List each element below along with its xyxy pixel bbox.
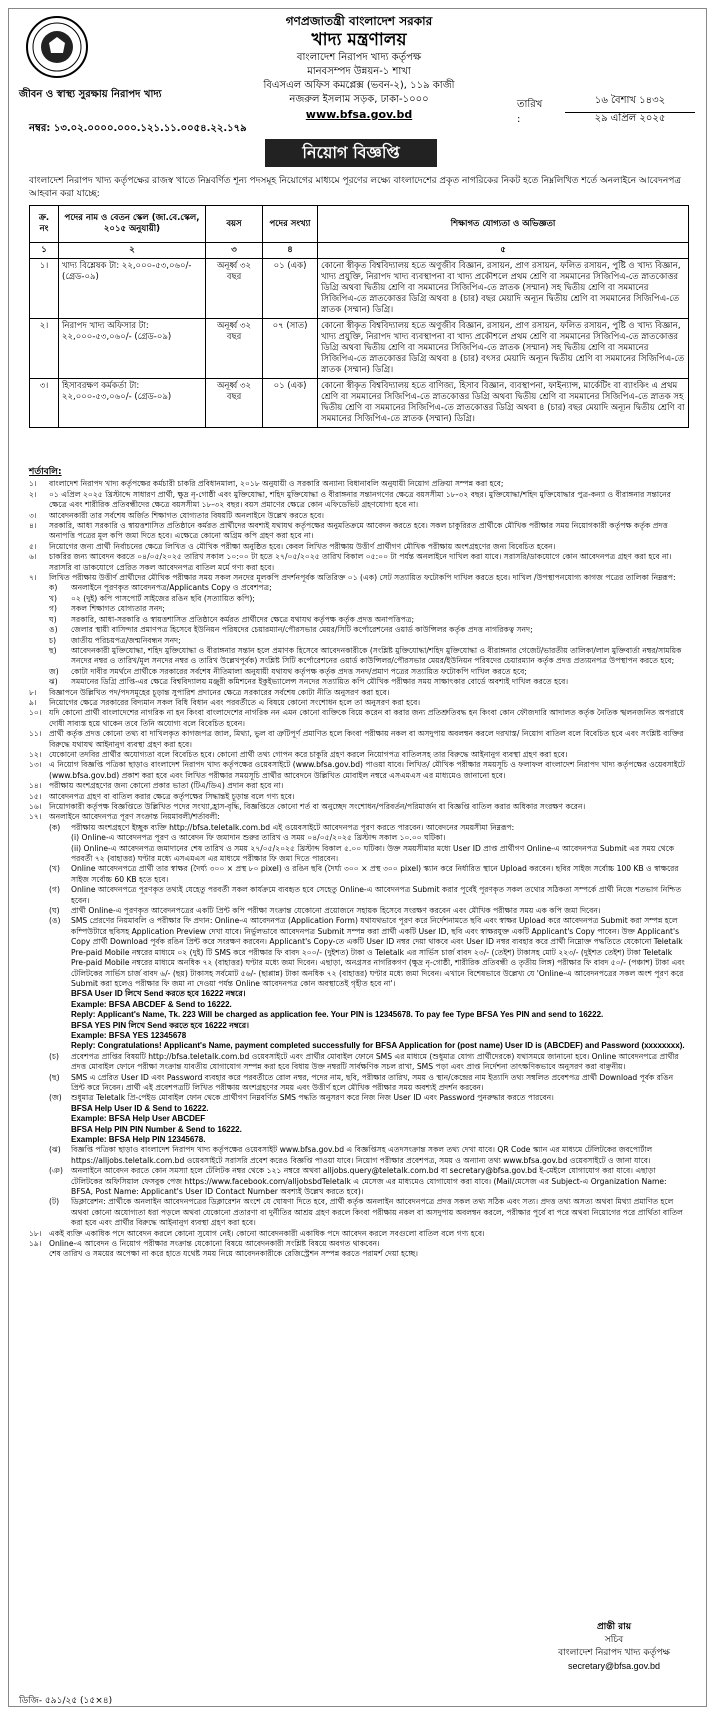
- sms-instruction-line: Reply: Applicant's Name, Tk. 223 Will be charged as application fee. Your PIN is 12345678. To pay fee Type BFSA Yes PIN and send to 16222.: [71, 1010, 604, 1020]
- term-item-number: ১২।: [29, 749, 42, 759]
- term-item: [29, 1249, 689, 1259]
- term-item: [29, 729, 689, 750]
- column-header: ক্র. নং: [30, 206, 59, 243]
- document-list-item: [29, 677, 689, 687]
- government-name: গণপ্রজাতন্ত্রী বাংলাদেশ সরকার: [285, 14, 433, 28]
- reference-number: নম্বর: ১৩.০২.০০০০.০০০.১২১.১১.০০৫৪.২২.১৭৯: [29, 123, 247, 134]
- online-rule-item-text: প্রবেশপত্র প্রাপ্তির বিষয়টি http://bfsa.teletalk.com.bd ওয়েবসাইটে এবং প্রার্থীর মোবাইল ফোনে SMS এর মাধ্যমে (শুধুমাত্র যোগ্য প্রার্থীদেরকে) যথাসময়ে জানানো হবে। Online আবেদনপত্রে প্রার্থীর প্রদত্ত মোবাইল ফোনে পরীক্ষা সংক্রান্ত যাবতীয় যোগাযোগ সম্পন্ন করা হবে বিধায় উক্ত নম্বরটি সার্বক্ষণিক সচল রাখা, SMS পড়া এবং প্রাপ্ত নির্দেশনা তাৎক্ষণিকভাবে অনুসরণ করা বাঞ্ছনীয়।: [71, 1051, 679, 1072]
- term-item: [29, 479, 689, 489]
- term-item-number: ১১।: [29, 729, 42, 739]
- serial-cell: ২।: [30, 319, 59, 379]
- online-rule-item-number: (জ): [49, 1093, 62, 1103]
- online-rule-item-number: (ঘ): [49, 906, 60, 916]
- online-rule-item-number: (ঝ): [49, 1145, 61, 1155]
- ministry-name: খাদ্য মন্ত্রণালয়: [311, 30, 407, 50]
- term-item-text: বাংলাদেশ নিরাপদ খাদ্য কর্তৃপক্ষের কর্মচারী চাকরি প্রবিধানমালা, ২০১৮ অনুযায়ী ও সরকারি অন্যান্য বিধানাবলি অনুযায়ী নিয়োগ প্রক্রিয়া সম্পন্ন করা হবে;: [49, 479, 504, 489]
- online-rule-item-text: SMS প্রেরণের নিয়মাবলি ও পরীক্ষার ফি প্রদান: Online-এ আবেদনপত্র (Application Form) যথাযথভাবে পূরণ করে নির্দেশনামতে ছবি এবং স্বাক্ষর Upload করে আবেদনপত্র Submit করা সম্পন্ন হলে কম্পিউটারে ছবিসহ Application Preview দেখা যাবে। নির্ভুলভাবে আবেদনপত্র Submit সম্পন্ন করা প্রার্থী একটি User ID, ছবি এবং স্বাক্ষরযুক্ত একটি Applicant's Copy পাবেন। উক্ত Applicant's Copy প্রার্থী Download পূর্বক রঙিন প্রিন্ট করে সংরক্ষণ করবেন। Applicant's Copy-তে একটি User ID নম্বর দেয়া থাকবে এবং User ID নম্বর ব্যবহার করে প্রার্থী নিম্নোক্ত পদ্ধতিতে যেকোনো Teletalk Pre-paid Mobile নম্বরের মাধ্যমে ০২ (দুই) টি SMS করে পরীক্ষার ফি বাবদ ২০০/- (দুইশত) টাকা ও Teletalk এর সার্ভিস চার্জ বাবদ ২৩/- (তেইশ) টাকাসহ মোট ২২৩/- (দুইশত তেইশ) টাকা Teletalk Pre-paid Mobile নম্বরের মাধ্যমে অনধিক ৭২ (বাহাত্তর) ঘণ্টার মধ্যে জমা দিবেন। এছাড়া, অনগ্রসর নাগরিকগণ (ক্ষুদ্র নৃ-গোষ্ঠী, শারীরিক প্রতিবন্ধী ও তৃতীয় লিঙ্গ) পরীক্ষার ফি বাবদ ৫০/- (পঞ্চাশ) টাকা এবং টেলিটকের সার্ভিস চার্জ বাবদ ৬/- (ছয়) টাকাসহ সর্বমোট ৫৬/- (ছাপ্পান্ন) টাকা অনধিক ৭২ (বাহাত্তর) ঘণ্টার মধ্যে জমা দিবেন। এখানে বিশেষভাবে উল্লেখ্য যে 'Online-এ আবেদনপত্রের সকল অংশ পূরণ করে Submit করা হলেও পরীক্ষার ফি জমা না দেওয়া পর্যন্ত Online আবেদনপত্র কোন অবস্থাতেই গৃহীত হবে না'।: [71, 916, 685, 988]
- term-item-text: যেকোনো তদবির প্রার্থীর অযোগ্যতা বলে বিবেচিত হবে। কোনো প্রার্থী তথ্য গোপন করে চাকুরি গ্রহণ করলে নিয়োগপত্র বাতিলসহ তার বিরুদ্ধে আইনানুগ ব্যবস্থা গ্রহণ করা হবে।: [49, 749, 568, 759]
- term-item-text: বিজ্ঞাপনে উল্লিখিত পদ/পদসমূহের চূড়ান্ত সুপারিশ প্রদানের ক্ষেত্রে সরকারের সর্বশেষ কোটা নীতি অনুসরণ করা হবে।: [49, 687, 390, 697]
- document-list-item-text: জাতীয় পরিচয়পত্র/জন্মনিবন্ধন সনদ;: [71, 635, 181, 645]
- column-number-row: [30, 243, 689, 259]
- term-item-text: নিয়োগকারী কর্তৃপক্ষ বিজ্ঞপ্তিতে উল্লিখিত পদের সংখ্যা,হ্রাস-বৃদ্ধি, বিজ্ঞপ্তিতে কোনো শর্ত বা অনুচ্ছেদ সংশোধন/পরিবর্তন/পরিমার্জন বা বিজ্ঞপ্তি বাতিল করার অধিকার সংরক্ষণ করেন।: [49, 802, 586, 811]
- term-item: [29, 792, 689, 802]
- term-item-text: নিয়োগের ক্ষেত্রে সরকারের বিদ্যমান সকল বিধি বিধান এবং পরবর্তীতে এ বিষয়ে কোনো সংশোধন হলে তা অনুসরণ করা হবে।: [49, 697, 421, 707]
- term-item-number: ৭।: [29, 573, 37, 583]
- column-header: পদের সংখ্যা: [263, 206, 318, 243]
- online-rule-item-number: (চ): [49, 1051, 60, 1061]
- signatory-organization: বাংলাদেশ নিরাপদ খাদ্য কর্তৃপক্ষ: [558, 1648, 670, 1658]
- qualification-cell: কোনো স্বীকৃত বিশ্ববিদ্যালয় হতে অণুজীব বিজ্ঞান, রসায়ন, প্রাণ রসায়ন, ফলিত রসায়ন, পুষ্টি ও খাদ্য বিজ্ঞান, খাদ্য প্রযুক্তি, নিরাপদ খাদ্য ব্যবস্থাপনা বা খাদ্য প্রকৌশলে প্রথম শ্রেণি বা সমমানের সিজিপিএ-তে স্নাতকোত্তর ডিগ্রি অথবা দ্বিতীয় শ্রেণি বা সমমানের সিজিপিএ-তে স্নাতক (সম্মান) সহ দ্বিতীয় শ্রেণি বা সমমানের সিজিপিএ-তে স্নাতকোত্তর ডিগ্রি অথবা ৪ (চার) বছর মেয়াদি অন্যূন দ্বিতীয় শ্রেণি বা সমমানের সিজিপিএ-তে স্নাতক (সম্মান) ডিগ্রি।: [318, 259, 689, 319]
- term-item-text: সরকারি, আধা সরকারি ও স্বায়ত্তশাসিত প্রতিষ্ঠানে কর্মরত প্রার্থীদের অবশ্যই যথাযথ কর্তৃপক্ষের অনুমতিক্রমে আবেদন করতে হবে। সকল চাকুরিরত প্রার্থীকে মৌখিক পরীক্ষার সময় নিয়োগকারী কর্তৃপক্ষ কর্তৃক প্রদত্ত অনাপত্তি পত্রের মূল কপি জমা দিতে হবে। এক্ষেত্রে কোনো অগ্রিম কপি গ্রহণ করা হবে না।: [49, 521, 668, 541]
- term-item-text: অনলাইনে আবেদনপত্র পূরণ সংক্রান্ত নিয়মাবলী/শর্তাবলী:: [49, 812, 220, 822]
- sms-instruction-line: Example: BFSA ABCDEF & Send to 16222.: [71, 999, 232, 1009]
- term-item: [29, 698, 689, 708]
- document-list-item-text: সরকারি, আধা-সরকারি ও স্বায়ত্তশাসিত প্রতিষ্ঠানে কর্মরত প্রার্থীদের ক্ষেত্রে যথাযথ কর্তৃপক্ষ কর্তৃক প্রদত্ত অনাপত্তিপত্র;: [71, 614, 415, 624]
- document-list-item-number: ঙ): [49, 625, 58, 635]
- sms-instruction-line: Example: BFSA YES 12345678: [71, 1030, 187, 1040]
- notice-title: নিয়োগ বিজ্ঞপ্তি: [265, 139, 437, 167]
- terms-section: [29, 467, 689, 1260]
- term-item-number: ১৩।: [29, 760, 42, 770]
- term-item-number: ১৮।: [29, 1228, 42, 1238]
- online-rule-item-text: SMS এ প্রেরিত User ID এবং Password ব্যবহার করে পরবর্তীতে রোল নম্বর, পদের নাম, ছবি, পরীক্ষার তারিখ, সময় ও স্থান/কেন্দ্রের নাম ইত্যাদি তথ্য সম্বলিত প্রবেশপত্র প্রার্থী Download পূর্বক রঙিন প্রিন্ট করে নিবেন। প্রার্থী এই প্রবেশপত্রটি লিখিত পরীক্ষায় অংশগ্রহণের সময় এবং উত্তীর্ণ হলে মৌখিক পরীক্ষার সময় অবশ্যই প্রদর্শন করবেন।: [71, 1072, 674, 1092]
- sms-help-line: Example: BFSA Help PIN 12345678.: [71, 1135, 206, 1144]
- online-rule-item-text: ডিক্লারেশন: প্রার্থীকে অনলাইন আবেদনপত্রের ডিক্লারেশন অংশে যে ঘোষণা দিতে হবে, প্রার্থী কর্তৃক অনলাইন আবেদনপত্রে প্রদত্ত সকল তথ্য সঠিক এবং সত্য। প্রদত্ত তথ্য অসত্য অথবা মিথ্যা প্রমাণিত হলে অথবা কোনো অযোগ্যতা ধরা পড়লে অথবা যেকোনো প্রতারণা বা দুর্নীতির আশ্রয় গ্রহণ করলে কিংবা পরীক্ষায় নকল বা অসদুপায় অবলম্বন করলে, পরীক্ষার পূর্বে বা পরে অথবা নিয়োগের পরে প্রার্থিতা বাতিল করা হবে এবং প্রার্থীর বিরুদ্ধে আইনানুগ ব্যবস্থা গ্রহণ করা হবে।: [71, 1197, 683, 1228]
- online-rule-item: [29, 1093, 689, 1103]
- term-item-number: ১৪।: [29, 781, 42, 791]
- term-item-text: ০১ এপ্রিল ২০২৫ খ্রিস্টাব্দে সাধারণ প্রার্থী, ক্ষুদ্র নৃ-গোষ্ঠী এবং মুক্তিযোদ্ধা, শহিদ মুক্তিযোদ্ধা ও বীরাঙ্গনার সন্তানগণের ক্ষেত্রে বয়সসীমা ১৮-৩২ বছর। মুক্তিযোদ্ধা/শহিদ মুক্তিযোদ্ধার পুত্র-কন্যা ও বীরাঙ্গনার সন্তানের ক্ষেত্রে এবং শারীরিক প্রতিবন্ধীদের ক্ষেত্রে বয়সসীমা ১৮-৩২ বছর। বয়স প্রমাণের ক্ষেত্রে কোন এফিডেভিট গ্রহণযোগ্য হবে না।: [49, 489, 671, 510]
- online-rule-item-text: বিজ্ঞপ্তি পত্রিকা ছাড়াও বাংলাদেশ নিরাপদ খাদ্য কর্তৃপক্ষের ওয়েবসাইট www.bfsa.gov.bd এ বিজ্ঞপ্তিসহ এতদসংক্রান্ত সকল তথ্য দেখা যাবে। QR Code স্ক্যান এর মাধ্যমে টেলিটকের জবপোর্টাল https://alljobs.teletalk.com.bd ওয়েবসাইটে সরাসরি প্রবেশ করেও বিজ্ঞপ্তি পাওয়া যাবে। নিয়োগ পরীক্ষার প্রবেশপত্র, সময় ও অন্যান্য তথ্য www.bfsa.gov.bd ওয়েবসাইটে ও জানা যাবে।: [71, 1145, 653, 1165]
- post-cell: খাদ্য বিশ্লেষক টা: ২২,০০০-৫৩,০৬০/- (গ্রেড-০৯): [59, 259, 206, 319]
- document-list-item: [29, 646, 689, 667]
- document-list-item-text: সকল শিক্ষাগত যোগ্যতার সনদ;: [71, 604, 165, 614]
- online-rule-item: [29, 1052, 689, 1073]
- document-list-item-text: অনলাইনে পূরণকৃত আবেদনপত্র/Applicants Copy ও প্রবেশপত্র;: [71, 583, 272, 593]
- signatory-name: প্রান্তী রায়: [596, 1622, 632, 1632]
- online-rule-item: [29, 864, 689, 885]
- online-rule-item-text: (ii) Online-এ আবেদনপত্র জমাদানের শেষ তারিখ ও সময় ২৭/০৫/২০২৫ খ্রিস্টাব্দ বিকাল ৫.০০ ঘটিকা। উক্ত সময়সীমার মধ্যে User ID প্রাপ্ত প্রার্থীগণ Online-এ আবেদনপত্র Submit এর সময় থেকে পরবর্তী ৭২ (বাহাত্তর) ঘণ্টার মধ্যে এসএমএস এর মাধ্যমে পরীক্ষার ফি জমা দিতে পারবেন।: [71, 843, 675, 864]
- term-item-text: চাকরির জন্য আবেদন করতে ০৪/০৫/২০২৫ তারিখ সকাল ১০:০০ টা হতে ২৭/০৫/২০২৫ তারিখ বিকাল ০৫:০০ টা পর্যন্ত অনলাইনে দাখিল করা যাবে। সরাসরি/ডাকযোগে কোন আবেদনপত্র গ্রহণ করা হবে না। সরাসরি বা ডাকযোগে প্রেরিত সকল আবেদনপত্র বাতিল মর্মে গণ্য করা হবে।: [49, 552, 672, 572]
- age-cell: অনূর্ধ্ব ৩২ বছর: [206, 259, 263, 319]
- online-rule-item-number: [49, 844, 71, 865]
- term-item: [29, 812, 689, 822]
- term-item-number: ৪।: [29, 521, 37, 531]
- serial-cell: ১।: [30, 259, 59, 319]
- online-rule-item-text: Online আবেদনপত্রে পূরণকৃত তথ্যই যেহেতু পরবর্তী সকল কার্যক্রমে ব্যবহৃত হবে সেহেতু Online-এ আবেদনপত্র Submit করার পূর্বেই পূরণকৃত সকল তথ্যের সঠিকতা সম্পর্কে প্রার্থী নিজে শতভাগ নিশ্চিত হবেন।: [71, 885, 682, 905]
- term-item-number: ২।: [29, 489, 37, 499]
- column-number: ২: [59, 243, 206, 259]
- term-item-text: Online-এ আবেদন ও নিয়োগ পরীক্ষার সংক্রান্ত যেকোনো বিষয়ে আবেদনকারী সংশ্লিষ্ট বিষয়ে অবগত থাকবেন।: [49, 1239, 380, 1249]
- term-item: [29, 802, 689, 812]
- online-rule-item: [29, 844, 689, 865]
- term-item: [29, 688, 689, 698]
- online-rule-item-text: (i) Online-এ আবেদনপত্র পূরণ ও আবেদন ফি জমাদান শুরুর তারিখ ও সময় ০৪/০৫/২০২৫ খ্রিস্টাব্দ সকাল ১০.০০ ঘটিকা।: [71, 833, 446, 843]
- online-rule-item: [29, 1073, 689, 1094]
- term-item-number: ৬।: [29, 552, 37, 562]
- term-item-number: [29, 1249, 49, 1259]
- branch-name: মানবসম্পদ উন্নয়ন-১ শাখা: [307, 66, 411, 77]
- term-item-text: যদি কোনো প্রার্থী বাংলাদেশের নাগরিক না হন কিংবা বাংলাদেশের নাগরিক নন এমন কোনো ব্যক্তিকে বিয়ে করেন বা করার জন্য প্রতিশ্রুতিবদ্ধ হন কিংবা কোন ফৌজদারি আদালত কর্তৃক নৈতিক স্খলনজনিত অপরাধে দোষী সাব্যস্ত হয়ে থাকেন তবে তিনি অযোগ্য বলে বিবেচিত হবেন।: [49, 708, 684, 728]
- column-number: ৫: [318, 243, 689, 259]
- document-list-item: [29, 636, 689, 646]
- letterhead: [9, 9, 706, 137]
- count-cell: ০৭ (সাত): [263, 319, 318, 379]
- column-number: ৩: [206, 243, 263, 259]
- online-rule-item-text: পরীক্ষায় অংশগ্রহণে ইচ্ছুক ব্যক্তি http://bfsa.teletalk.com.bd এই ওয়েবসাইটে আবেদনপত্র পূরণ করতে পারবেন। আবেদনের সময়সীমা নিম্নরূপ:: [71, 822, 515, 832]
- header-center: [169, 13, 549, 122]
- table-row: [30, 319, 689, 379]
- term-item-number: ৫।: [29, 541, 37, 551]
- column-number: ৪: [263, 243, 318, 259]
- signatory-email[interactable]: secretary@bfsa.gov.bd: [567, 1661, 660, 1671]
- document-list-item-number: ঝ): [49, 677, 58, 687]
- term-item-number: ১৫।: [29, 791, 42, 801]
- document-list-item-number: জ): [49, 666, 59, 676]
- term-item-text: শেষ তারিখ ও সময়ের অপেক্ষা না করে হাতে যথেষ্ট সময় নিয়ে আবেদনকারীকে রেজিস্ট্রেশন সম্পন্ন করতে পরামর্শ দেয়া হচ্ছে।: [49, 1249, 419, 1259]
- tagline: জীবন ও স্বাস্থ্য সুরক্ষায় নিরাপদ খাদ্য: [19, 89, 162, 100]
- online-rule-item-number: [49, 833, 71, 843]
- term-item: [29, 781, 689, 791]
- document-list-item-text: সমমানের ডিগ্রি প্রাপ্তি-এর ক্ষেত্রে বিশ্ববিদ্যালয় মঞ্জুরী কমিশনের ইকুইভ্যালেন্স সনদের সত্যায়িত কপি মৌখিক পরীক্ষার সময় সাক্ষাৎকার বোর্ডে অবশ্যই দাখিল করতে হবে।: [71, 677, 569, 687]
- term-item-number: ৯।: [29, 697, 37, 707]
- age-cell: অনূর্ধ্ব ৩২ বছর: [206, 379, 263, 428]
- column-header: শিক্ষাগত যোগ্যতা ও অভিজ্ঞতা: [318, 206, 689, 243]
- term-item: [29, 552, 689, 573]
- document-list-item: [29, 625, 689, 635]
- term-item: [29, 511, 689, 521]
- signature-block: [529, 1621, 699, 1673]
- website-link[interactable]: www.bfsa.gov.bd: [305, 108, 413, 121]
- sms-help-line: BFSA Help User ID & Send to 16222.: [71, 1103, 209, 1113]
- serial-cell: ৩।: [30, 379, 59, 428]
- online-rule-item-number: (ঞ): [49, 1166, 63, 1176]
- online-rule-item-number: (গ): [49, 885, 60, 895]
- table-row: [30, 259, 689, 319]
- notice-page: [8, 8, 707, 1707]
- count-cell: ০১ (এক): [263, 379, 318, 428]
- document-list-item-text: ০২ (দুই) কপি পাসপোর্ট সাইজের রঙিন ছবি (সত্যায়িত কপি);: [71, 593, 255, 603]
- document-list-item: [29, 667, 689, 677]
- term-item: [29, 542, 689, 552]
- online-rule-item: [29, 1166, 689, 1197]
- qualification-cell: কোনো স্বীকৃত বিশ্ববিদ্যালয় হতে বাণিজ্য, হিসাব বিজ্ঞান, ব্যবস্থাপনা, ফাইন্যান্স, মার্কেটিং বা ব্যাংকিং এ প্রথম শ্রেণি বা সমমানের সিজিপিএ-তে স্নাতকোত্তর ডিগ্রি অথবা দ্বিতীয় শ্রেণি বা সমমানের সিজিপিএ-তে স্নাতক সহ দ্বিতীয় শ্রেণি বা সমমানের সিজিপিএ-তে স্নাতকোত্তর ডিগ্রি অথবা ৪ (চার) বছর মেয়াদি অন্যূন দ্বিতীয় শ্রেণি বা সমমানের সিজিপিএ-তে স্নাতক (সম্মান) ডিগ্রি।: [318, 379, 689, 428]
- term-item-text: নিয়োগের জন্য প্রার্থী নির্বাচনের ক্ষেত্রে লিখিত ও মৌখিক পরীক্ষা অনুষ্ঠিত হবে। কেবল লিখিত পরীক্ষায় উত্তীর্ণ প্রার্থীগণ মৌখিক পরীক্ষায় অংশগ্রহণের জন্য বিবেচিত হবেন।: [49, 541, 556, 551]
- document-list-item-number: গ): [49, 604, 57, 614]
- document-list-item-number: ক): [49, 583, 58, 593]
- term-item-number: ৮।: [29, 687, 37, 697]
- document-list-item-number: ঘ): [49, 614, 57, 624]
- term-item-text: আবেদনকারী তার সর্বশেষ অর্জিত শিক্ষাগত যোগ্যতার বিষয়টি অনলাইনে উল্লেখ করতে হবে।: [49, 510, 325, 520]
- term-item: [29, 490, 689, 511]
- sms-instruction-line: Reply: Congratulations! Applicant's Name, payment completed successfully for BFSA Application for (post name) User ID is (ABCDEF) and Password (xxxxxxxx).: [71, 1041, 685, 1051]
- sms-instruction-line: BFSA User ID লিখে Send করতে হবে 16222 নম্বরে।: [71, 989, 246, 999]
- online-rule-item-number: (ছ): [49, 1072, 60, 1082]
- online-rule-item-text: শুধুমাত্র Teletalk প্রি-পেইড মোবাইল ফোন থেকে প্রার্থীগণ নিম্নবর্ণিত SMS পদ্ধতি অনুসরণ করে নিজ নিজ User ID এবং Password পুনরুদ্ধার করতে পারবেন।: [71, 1093, 554, 1103]
- term-item-number: ১৯।: [29, 1239, 42, 1249]
- term-item: [29, 708, 689, 729]
- online-rule-item: [29, 833, 689, 843]
- term-item: [29, 750, 689, 760]
- document-list-item-number: ছ): [49, 645, 57, 655]
- online-rule-item: [29, 1145, 689, 1166]
- term-item-text: এ নিয়োগ বিজ্ঞপ্তি পত্রিকা ছাড়াও বাংলাদেশ নিরাপদ খাদ্য কর্তৃপক্ষের ওয়েবসাইটে (www.bfsa.gov.bd) পাওয়া যাবে। লিখিত/ মৌখিক পরীক্ষার সময়সূচি ও ফলাফল বাংলাদেশ নিরাপদ খাদ্য কর্তৃপক্ষের ওয়েবসাইটে (www.bfsa.gov.bd) প্রকাশ করা হবে এবং লিখিত পরীক্ষার সময়সূচি প্রার্থীর আবেদনে উল্লিখিত মোবাইল নম্বরে এসএমএস এর মাধ্যমেও জানানো হবে।: [49, 760, 685, 780]
- sms-instruction-line: BFSA YES PIN লিখে Send করতে হবে 16222 নম্বরে।: [71, 1020, 250, 1030]
- term-item-number: ১৭।: [29, 812, 42, 822]
- column-number: ১: [30, 243, 59, 259]
- date-bangla-calendar: ১৬ বৈশাখ ১৪৩২: [565, 93, 695, 113]
- term-item-text: আবেদনপত্র গ্রহণ বা বাতিল করার ক্ষেত্রে কর্তৃপক্ষের সিদ্ধান্তই চূড়ান্ত বলে গণ্য হবে।: [49, 791, 295, 801]
- term-item: [29, 521, 689, 542]
- terms-heading: শর্তাবলি:: [29, 467, 62, 477]
- term-item-text: একই ব্যক্তি একাধিক পদে আবেদন করলে কোনো সুযোগ নেই। কোনো আবেদনকারী একাধিক পদে আবেদন করলে সবগুলো বাতিল বলে গণ্য হবে।: [49, 1228, 485, 1238]
- online-rule-item-number: (ক): [49, 822, 61, 832]
- online-rule-item-text: প্রার্থী Online-এ পূরণকৃত আবেদনপত্রের একটি প্রিন্ট কপি পরীক্ষা সংক্রান্ত যেকোনো প্রয়োজনে সহায়ক হিসেবে সংরক্ষণ করবেন এবং মৌখিক পরীক্ষার সময় এক কপি জমা দিবেন।: [71, 906, 601, 916]
- term-item: [29, 1239, 689, 1249]
- document-list-item-text: জেলার স্থায়ী বাসিন্দার প্রমাণপত্র হিসেবে ইউনিয়ন পরিষদের চেয়ারম্যান/পৌরসভার মেয়র/সিটি কর্পোরেশনের ওয়ার্ড কাউন্সিলর কর্তৃক প্রদত্ত নাগরিকত্ব সনদ;: [71, 625, 533, 635]
- term-item-text: লিখিত পরীক্ষায় উত্তীর্ণ প্রার্থীদের মৌখিক পরীক্ষার সময় সকল সনদের মূলকপি প্রদর্শনপূর্বক অতিরিক্ত ০১ (এক) সেট সত্যায়িত ফটোকপি দাখিল করতে হবে। দাখিল /উপস্থাপনযোগ্য কাগজ পত্রের তালিকা নিম্নরূপ:: [49, 573, 676, 583]
- count-cell: ০১ (এক): [263, 259, 318, 319]
- column-header: পদের নাম ও বেতন স্কেল (জা.বে.স্কেল, ২০১৫ অনুযায়ী): [59, 206, 206, 243]
- authority-name: বাংলাদেশ নিরাপদ খাদ্য কর্তৃপক্ষ: [296, 52, 422, 63]
- sms-help-line: Example: BFSA Help User ABCDEF: [71, 1114, 206, 1124]
- term-item-number: ১৬।: [29, 802, 42, 811]
- sms-help-line: BFSA Help PIN PIN Number & Send to 16222.: [71, 1124, 242, 1134]
- online-rule-item: [29, 823, 689, 833]
- term-item-number: ১।: [29, 479, 37, 489]
- post-cell: হিসাবরক্ষণ কর্মকর্তা টা: ২২,০০০-৫৩,০৬০/- (গ্রেড-০৯): [59, 379, 206, 428]
- intro-paragraph: বাংলাদেশ নিরাপদ খাদ্য কর্তৃপক্ষের রাজস্ব খাতে নিম্নবর্ণিত শূন্য পদসমূহ নিয়োগের মাধ্যমে পূরণের লক্ষ্যে বাংলাদেশের প্রকৃত নাগরিকের নিকট হতে নিম্নলিখিত শর্তে অনলাইনে আবেদনপত্র আহবান করা যাচ্ছে:: [29, 176, 681, 199]
- age-cell: অনূর্ধ্ব ৩২ বছর: [206, 319, 263, 379]
- online-rule-item-number: (ঙ): [49, 916, 61, 926]
- table-header-row: [30, 206, 689, 243]
- online-rule-item-number: (খ): [49, 864, 60, 874]
- document-list-item-number: খ): [49, 593, 57, 603]
- term-item: [29, 1229, 689, 1239]
- address-line-2: নজরুল ইসলাম সড়ক, ঢাকা-১০০০: [289, 94, 429, 105]
- dg-reference: ডিজি- ৫৯১/২৫ (১৫×৪): [19, 1696, 113, 1706]
- term-item: [29, 760, 689, 781]
- online-rule-item-text: অনলাইনে আবেদন করতে কোন সমস্যা হলে টেলিটক নম্বর থেকে ১২১ নম্বরে অথবা alljobs.query@teletalk.com.bd বা secretary@bfsa.gov.bd ই-মেইলে যোগাযোগ করা যাবে। এছাড়া টেলিটকের অফিসিয়াল ফেসবুক পেজ https://www.facebook.com/alljobsbdTeletalk এ মেসেজ এর মাধ্যমেও যোগাযোগ করা যাবে। (Mail/মেসেজ এর Subject-এ Organization Name: BFSA, Post Name: Applicant's User ID Contact Number অবশ্যই উল্লেখ করতে হবে)।: [71, 1166, 667, 1197]
- qualification-cell: কোনো স্বীকৃত বিশ্ববিদ্যালয় হতে অণুজীব বিজ্ঞান, রসায়ন, প্রাণ রসায়ন, ফলিত রসায়ন, পুষ্টি ও খাদ্য বিজ্ঞান, খাদ্য প্রযুক্তি, নিরাপদ খাদ্য ব্যবস্থাপনা বা খাদ্য প্রকৌশলে প্রথম শ্রেণি বা সমমানের সিজিপিএ-তে স্নাতকোত্তর ডিগ্রি অথবা দ্বিতীয় শ্রেণি বা সমমানের সিজিপিএ-তে স্নাতক (সম্মান) সহ দ্বিতীয় শ্রেণি বা সমমানের সিজিপিএ-তে স্নাতকোত্তর ডিগ্রি অথবা ৪ (চার) বৎসর মেয়াদি অন্যূন দ্বিতীয় শ্রেণি বা সমমানের সিজিপিএ-তে স্নাতক (সম্মান) ডিগ্রি।: [318, 319, 689, 379]
- online-rule-item: [29, 916, 689, 989]
- online-rule-item-number: (ট): [49, 1197, 60, 1207]
- address-line-1: বিএসএল অফিস কমপ্লেক্স (ভবন-২), ১১৯ কাজী: [263, 80, 455, 91]
- document-list-item: [29, 604, 689, 614]
- term-item: [29, 573, 689, 583]
- table-row: [30, 379, 689, 428]
- online-rule-item-text: Online আবেদনপত্রে প্রার্থী তার স্বাক্ষর (দৈর্ঘ্য ৩০০ × প্রস্থ ৮০ pixel) ও রঙিন ছবি (দৈর্ঘ্য ৩০০ × প্রস্থ ৩০০ pixel) স্ক্যান করে নির্ধারিত স্থানে Upload করবেন। ছবির সাইজ সর্বোচ্চ 100 KB ও স্বাক্ষরের সাইজ সর্বোচ্চ 60 KB হতে হবে।: [71, 864, 679, 884]
- date-label: তারিখ :: [517, 99, 543, 125]
- online-rule-item: [29, 1197, 689, 1228]
- document-list-item: [29, 594, 689, 604]
- document-list-item: [29, 583, 689, 593]
- document-list-item-number: চ): [49, 635, 57, 645]
- document-list-item: [29, 615, 689, 625]
- term-item-text: পরীক্ষায় অংশগ্রহণের জন্য কোনো প্রকার ভাতা (টিএ/ডিএ) প্রদান করা হবে না।: [49, 781, 284, 791]
- online-rule-item: [29, 906, 689, 916]
- post-cell: নিরাপদ খাদ্য অফিসার টা: ২২,০০০-৫৩,০৬০/- (গ্রেড-০৯): [59, 319, 206, 379]
- column-header: বয়স: [206, 206, 263, 243]
- signatory-designation: সচিব: [604, 1635, 624, 1645]
- date-gregorian: ২৯ এপ্রিল ২০২৫: [594, 113, 666, 124]
- posts-table: [29, 205, 689, 428]
- government-seal-icon: [25, 15, 89, 79]
- document-list-item-text: কোটা দাবীর সমর্থনে প্রার্থীকে সরকারের সর্বশেষ নীতিমালা অনুযায়ী যথাযথ কর্তৃপক্ষ কর্তৃক প্রদত্ত সনদ/প্রমাণ পত্রের সত্যায়িত ফটোকপি দাখিল করতে হবে;: [71, 666, 527, 676]
- online-rule-item: [29, 885, 689, 906]
- term-item-number: ৩।: [29, 510, 37, 520]
- term-item-number: ১০।: [29, 708, 42, 718]
- term-item-text: প্রার্থী কর্তৃক প্রদত্ত কোনো তথ্য বা দাখিলকৃত কাগজপত্র জাল, মিথ্যা, ভুল বা ত্রুটিপূর্ণ প্রমাণিত হলে কিংবা পরীক্ষায় নকল বা অসদুপায় অবলম্বন করলে দরখাস্ত/ নিয়োগ বাতিল বলে বিবেচিত হবে এবং সংশ্লিষ্ট ব্যক্তির বিরুদ্ধে যথাযথ আইনানুগ ব্যবস্থা গ্রহণ করা হবে।: [49, 729, 684, 749]
- document-list-item-text: আবেদনকারী মুক্তিযোদ্ধা, শহিদ মুক্তিযোদ্ধা ও বীরাঙ্গনার সন্তান হলে প্রমাণক হিসেবে আবেদনকারীকে (সংশ্লিষ্ট মুক্তিযোদ্ধা/শহিদ মুক্তিযোদ্ধা ও বীরাঙ্গনার গেজেট/ভারতীয় তালিকা/লাল মুক্তিবার্তা নম্বর/সাময়িক সনদের নম্বর ও তারিখ/মূল সনদের নম্বর ও তারিখ উল্লেখপূর্বক) সংশ্লিষ্ট সিটি কর্পোরেশনের ওয়ার্ড কাউন্সিলর/পৌরসভার মেয়র/ইউনিয়ন পরিষদের চেয়ারম্যান কর্তৃক প্রদত্ত প্রত্যয়নপত্র উপস্থাপন করতে হবে;: [71, 645, 682, 666]
